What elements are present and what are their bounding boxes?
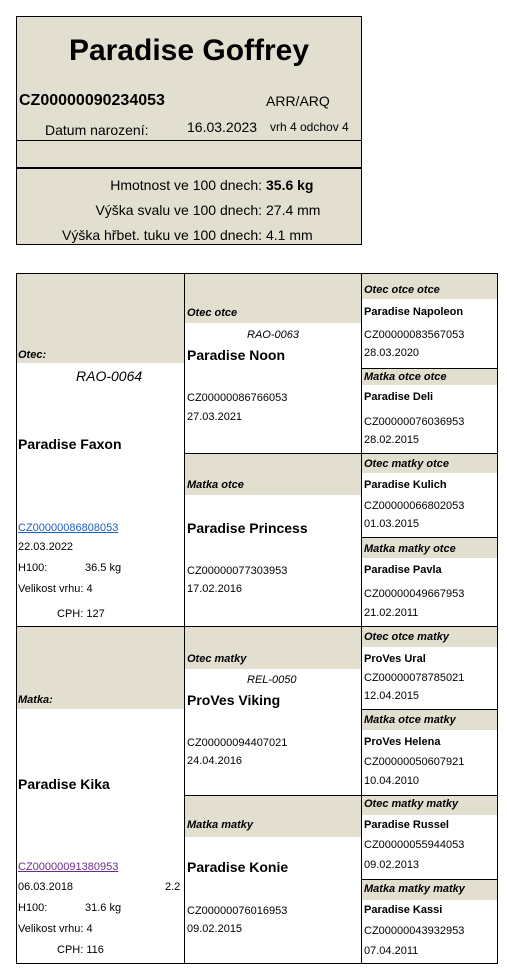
gen3-role: Otec otce otce (364, 284, 440, 296)
sire-h100-value: 36.5 kg (85, 562, 122, 574)
gen2-date: 27.03.2021 (187, 411, 243, 423)
gen3-role: Otec matky otce (364, 458, 449, 470)
dam-date: 06.03.2018 (18, 881, 74, 893)
gen3-id: CZ00000066802053 (364, 500, 465, 512)
dam-extra: 2.2 (165, 881, 181, 893)
gen3-id: CZ00000078785021 (364, 672, 465, 684)
dam-cph: CPH: 116 (57, 944, 104, 956)
dam-id-link[interactable]: CZ00000091380953 (18, 861, 119, 873)
gen3-role: Otec otce matky (364, 631, 449, 643)
gen3-date: 09.02.2013 (364, 859, 420, 871)
gen3-id: CZ00000049667953 (364, 588, 465, 600)
grid-bottom (16, 963, 498, 964)
weight-label: Hmotnost ve 100 dnech: (110, 177, 262, 193)
grid-gen3-d (361, 879, 498, 880)
gen3-id: CZ00000076036953 (364, 416, 465, 428)
gen3-name: Paradise Kassi (364, 904, 443, 916)
gen3-role: Matka matky matky (364, 883, 465, 895)
gen2-name: Paradise Noon (187, 347, 286, 363)
gen3-id: CZ00000050607921 (364, 756, 465, 768)
gen3-role: Matka otce matky (364, 714, 456, 726)
dam-litter: Velikost vrhu: 4 (18, 923, 93, 935)
grid-gen2-b (184, 795, 498, 796)
grid-gen2-a (184, 453, 498, 454)
animal-name: Paradise Goffrey (68, 34, 310, 67)
gen2-id: CZ00000076016953 (187, 905, 288, 917)
gen2-code: RAO-0063 (247, 329, 299, 341)
sire-date: 22.03.2022 (18, 541, 74, 553)
sire-code: RAO-0064 (76, 368, 143, 384)
genotype: ARR/ARQ (266, 93, 330, 109)
gen3-name: ProVes Ural (364, 653, 426, 665)
gen3-name: ProVes Helena (364, 736, 441, 748)
dam-role: Matka: (18, 694, 53, 706)
gen2-code: REL-0050 (247, 674, 297, 686)
fat-value: 4.1 mm (266, 227, 313, 243)
gen2-role: Matka otce (187, 479, 244, 491)
gen3-role: Matka otce otce (364, 371, 447, 383)
gen3-date: 01.03.2015 (364, 518, 420, 530)
gen3-id: CZ00000083567053 (364, 329, 465, 341)
fat-label: Výška hřbet. tuku ve 100 dnech: (61, 227, 262, 243)
gen3-name: Paradise Deli (364, 391, 434, 403)
gen3-date: 10.04.2010 (364, 775, 420, 787)
animal-id: CZ00000090234053 (19, 92, 165, 109)
gen3-name: Paradise Pavla (364, 564, 442, 576)
dam-h100-value: 31.6 kg (85, 902, 122, 914)
gen3-name: Paradise Napoleon (364, 306, 464, 318)
sire-name: Paradise Faxon (18, 436, 122, 452)
gen3-name: Paradise Kulich (364, 479, 447, 491)
grid-top (16, 273, 498, 274)
gen3-role: Otec matky matky (364, 798, 459, 810)
sire-litter: Velikost vrhu: 4 (18, 583, 93, 595)
gen2-id: CZ00000094407021 (187, 737, 288, 749)
muscle-label: Výška svalu ve 100 dnech: (95, 202, 262, 218)
grid-mid (16, 626, 498, 627)
grid-col2 (361, 273, 362, 964)
gen2-date: 09.02.2015 (187, 923, 243, 935)
sire-id-link[interactable]: CZ00000086808053 (18, 522, 119, 534)
grid-right (497, 273, 498, 964)
gen2-name: Paradise Konie (187, 859, 289, 875)
gen2-role: Matka matky (187, 819, 254, 831)
gen2-id: CZ00000086766053 (187, 392, 288, 404)
gen3-role: Matka matky otce (364, 543, 456, 555)
gen2-name: Paradise Princess (187, 520, 308, 536)
gen2-role: Otec matky (187, 653, 247, 665)
gen2-date: 17.02.2016 (187, 583, 243, 595)
gen3-date: 21.02.2011 (364, 607, 419, 619)
grid-left (16, 273, 17, 964)
grid-gen3-c (361, 709, 498, 710)
grid-gen3-b (361, 537, 498, 538)
birth-label: Datum narození: (45, 122, 149, 138)
birth-date: 16.03.2023 (187, 119, 258, 135)
grid-gen3-a (361, 368, 498, 369)
gen3-date: 12.04.2015 (364, 690, 420, 702)
gen2-date: 24.04.2016 (187, 755, 243, 767)
gen3-id: CZ00000043932953 (364, 925, 465, 937)
gen3-date: 07.04.2011 (364, 945, 419, 957)
gen3-date: 28.03.2020 (364, 347, 420, 359)
gen2-role: Otec otce (187, 307, 238, 319)
sire-cph: CPH: 127 (57, 608, 105, 620)
header-divider (16, 140, 362, 141)
gen3-id: CZ00000055944053 (364, 839, 465, 851)
gen2-id: CZ00000077303953 (187, 565, 288, 577)
dam-name: Paradise Kika (18, 776, 110, 792)
dam-h100-label: H100: (18, 902, 48, 914)
gen2-name: ProVes Viking (187, 692, 281, 708)
gen3-name: Paradise Russel (364, 819, 449, 831)
grid-col1 (184, 273, 185, 964)
weight-value: 35.6 kg (266, 177, 314, 193)
litter-info: vrh 4 odchov 4 (270, 120, 349, 134)
sire-h100-label: H100: (18, 562, 48, 574)
sire-role: Otec: (18, 349, 47, 361)
muscle-value: 27.4 mm (266, 202, 321, 218)
gen3-date: 28.02.2015 (364, 434, 420, 446)
